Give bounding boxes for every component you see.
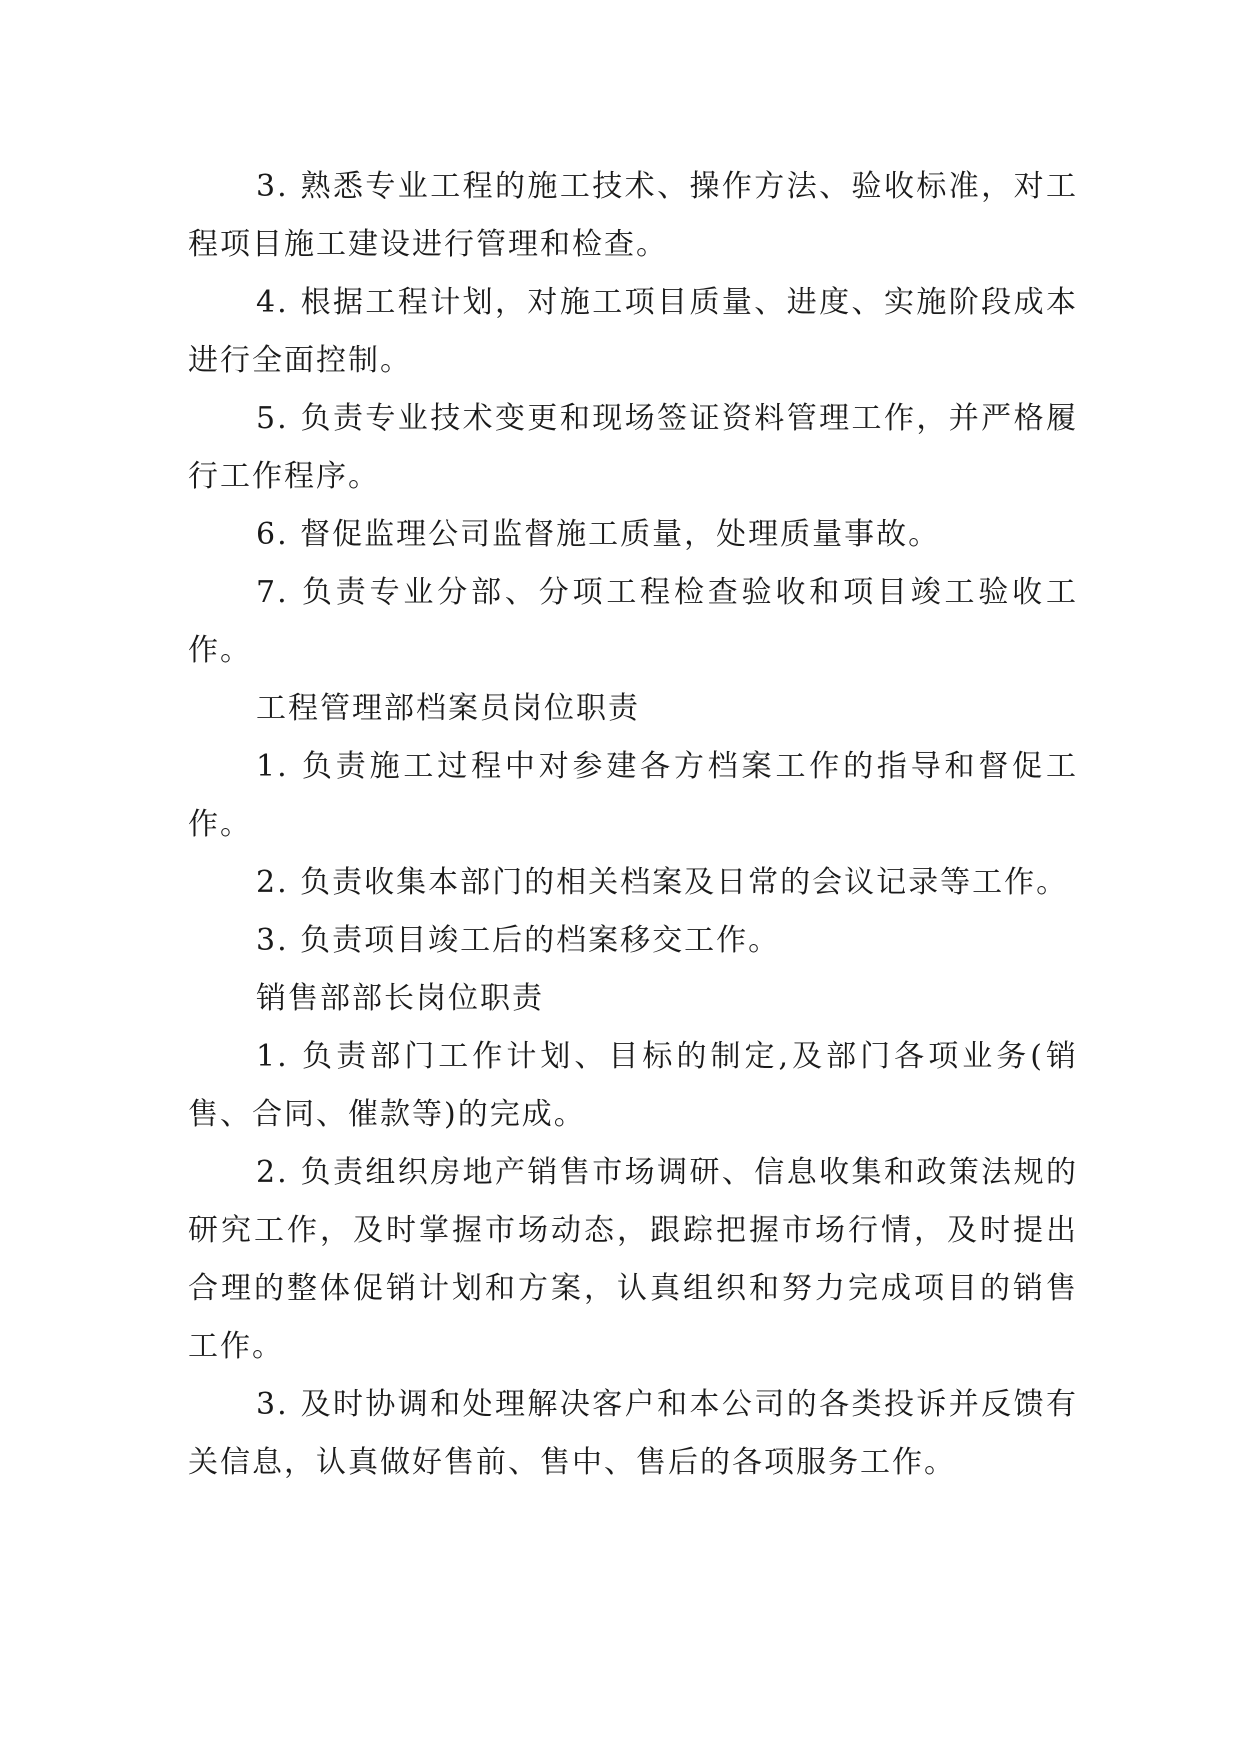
section-heading: 销售部部长岗位职责 bbox=[256, 981, 544, 1016]
paragraph: 3. 负责项目竣工后的档案移交工作。 bbox=[256, 923, 781, 958]
paragraph: 1. 负责部门工作计划、目标的制定,及部门各项业务(销售、合同、催款等)的完成。 bbox=[188, 1039, 1078, 1132]
paragraph: 3. 及时协调和处理解决客户和本公司的各类投诉并反馈有关信息，认真做好售前、售中、售后的各项服务工作。 bbox=[188, 1387, 1078, 1480]
paragraph: 6. 督促监理公司监督施工质量，处理质量事故。 bbox=[256, 517, 941, 552]
paragraph: 3. 熟悉专业工程的施工技术、操作方法、验收标准，对工程项目施工建设进行管理和检查。 bbox=[188, 169, 1078, 262]
paragraph: 1. 负责施工过程中对参建各方档案工作的指导和督促工作。 bbox=[188, 749, 1078, 842]
paragraph: 7. 负责专业分部、分项工程检查验收和项目竣工验收工作。 bbox=[188, 575, 1078, 668]
paragraph: 4. 根据工程计划，对施工项目质量、进度、实施阶段成本进行全面控制。 bbox=[188, 285, 1078, 378]
paragraph: 2. 负责组织房地产销售市场调研、信息收集和政策法规的研究工作，及时掌握市场动态，跟踪把握市场行情，及时提出合理的整体促销计划和方案，认真组织和努力完成项目的销售工作。 bbox=[188, 1155, 1078, 1364]
paragraph: 5. 负责专业技术变更和现场签证资料管理工作，并严格履行工作程序。 bbox=[188, 401, 1078, 494]
paragraph: 2. 负责收集本部门的相关档案及日常的会议记录等工作。 bbox=[256, 865, 1069, 900]
document-body bbox=[188, 158, 1078, 1492]
section-heading: 工程管理部档案员岗位职责 bbox=[256, 691, 640, 726]
